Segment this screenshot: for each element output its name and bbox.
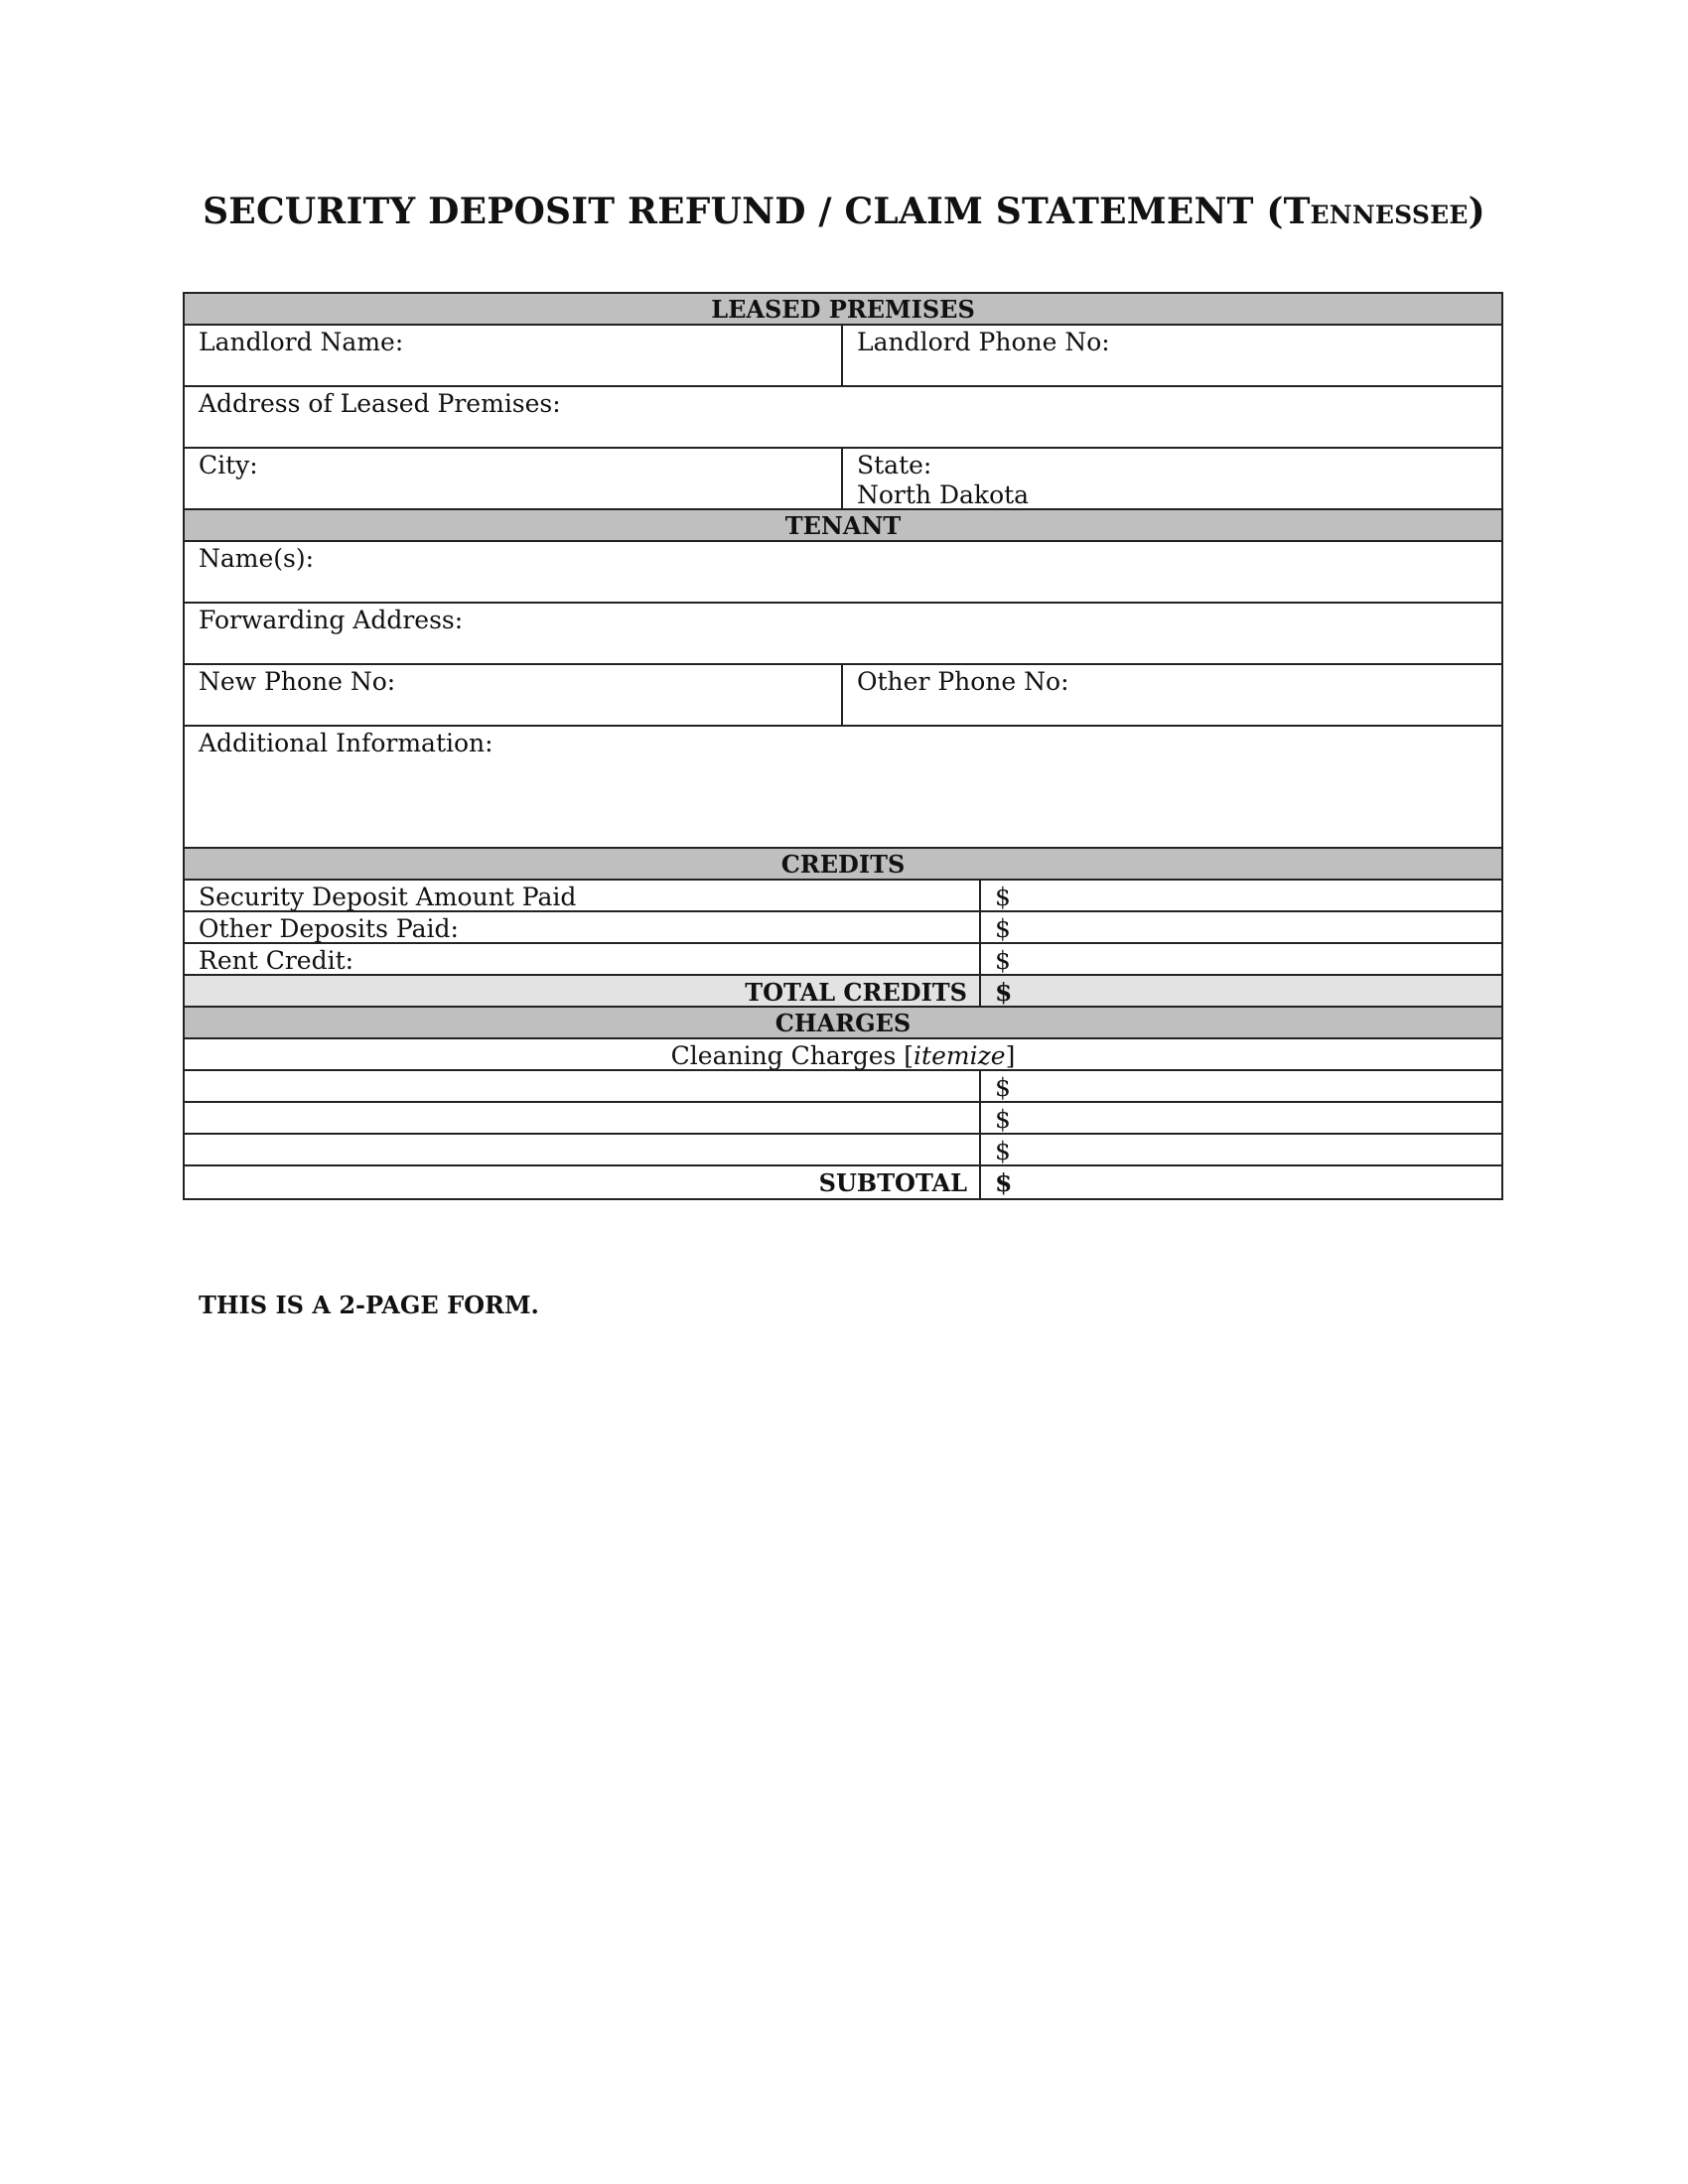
credit-amount-field[interactable]: $ [995,914,1011,943]
state-field[interactable] [843,449,1501,508]
city-state-row [185,449,1501,510]
credit-label: Rent Credit: [185,944,981,974]
leased-premises-header [185,294,1501,326]
cleaning-label-close: ] [1005,1041,1016,1070]
charge-row [185,1135,1501,1166]
subtotal-row [185,1166,1501,1198]
total-credits-amount-field[interactable]: $ [995,978,1013,1007]
charge-description-field[interactable] [185,1135,981,1164]
landlord-row [185,326,1501,387]
landlord-phone-field[interactable] [843,326,1501,385]
title-main: SECURITY DEPOSIT REFUND / CLAIM STATEMENT ( [203,191,1284,232]
footer-note: THIS IS A 2-PAGE FORM. [199,1291,539,1319]
credit-amount-field[interactable]: $ [995,946,1011,975]
landlord-phone-label: Landlord Phone No: [857,328,1110,356]
city-label: City: [199,451,258,479]
subtotal-label: SUBTOTAL [185,1166,981,1198]
credit-row [185,944,1501,976]
forwarding-address-field[interactable] [185,604,1501,663]
landlord-name-field[interactable] [185,326,843,385]
charges-header-label: CHARGES [774,1008,912,1037]
credit-row [185,881,1501,912]
forwarding-address-label: Forwarding Address: [199,606,464,634]
deposit-form [183,292,1503,1200]
address-row [185,387,1501,449]
credit-row [185,912,1501,944]
charges-header [185,1008,1501,1039]
other-phone-label: Other Phone No: [857,667,1069,696]
tenant-names-field[interactable] [185,542,1501,602]
phones-row [185,665,1501,727]
state-value: North Dakota [857,480,1030,509]
charge-row [185,1103,1501,1135]
forwarding-row [185,604,1501,665]
total-credits-label: TOTAL CREDITS [185,976,981,1006]
charge-description-field[interactable] [185,1071,981,1101]
landlord-name-label: Landlord Name: [199,328,404,356]
credits-header [185,849,1501,881]
credits-header-label: CREDITS [780,849,906,879]
cleaning-label-italic: itemize [914,1041,1006,1070]
cleaning-charges-row [185,1039,1501,1071]
charge-amount-field[interactable]: $ [995,1137,1011,1165]
city-field[interactable] [185,449,843,508]
subtotal-amount-field[interactable]: $ [995,1168,1013,1197]
new-phone-field[interactable] [185,665,843,725]
total-credits-row [185,976,1501,1008]
charge-description-field[interactable] [185,1103,981,1133]
cleaning-label-text: Cleaning Charges [ [670,1041,914,1070]
title-close: ) [1468,191,1485,232]
state-label: State: [857,451,932,479]
credit-label: Security Deposit Amount Paid [185,881,981,910]
charge-row [185,1071,1501,1103]
additional-info-field[interactable] [185,727,1501,847]
tenant-header-label: TENANT [784,510,902,540]
charge-amount-field[interactable]: $ [995,1105,1011,1134]
address-field[interactable] [185,387,1501,447]
page-title [0,191,1688,232]
tenant-names-row [185,542,1501,604]
tenant-names-label: Name(s): [199,544,315,573]
cleaning-charges-label [185,1039,1501,1069]
tenant-header [185,510,1501,542]
leased-premises-header-label: LEASED PREMISES [711,294,975,324]
address-label: Address of Leased Premises: [199,389,561,418]
additional-info-row [185,727,1501,849]
credit-amount-field[interactable]: $ [995,883,1011,911]
title-state: Tennessee [1283,191,1469,232]
other-phone-field[interactable] [843,665,1501,725]
additional-info-label: Additional Information: [199,729,493,757]
new-phone-label: New Phone No: [199,667,396,696]
credit-label: Other Deposits Paid: [185,912,981,942]
charge-amount-field[interactable]: $ [995,1073,1011,1102]
